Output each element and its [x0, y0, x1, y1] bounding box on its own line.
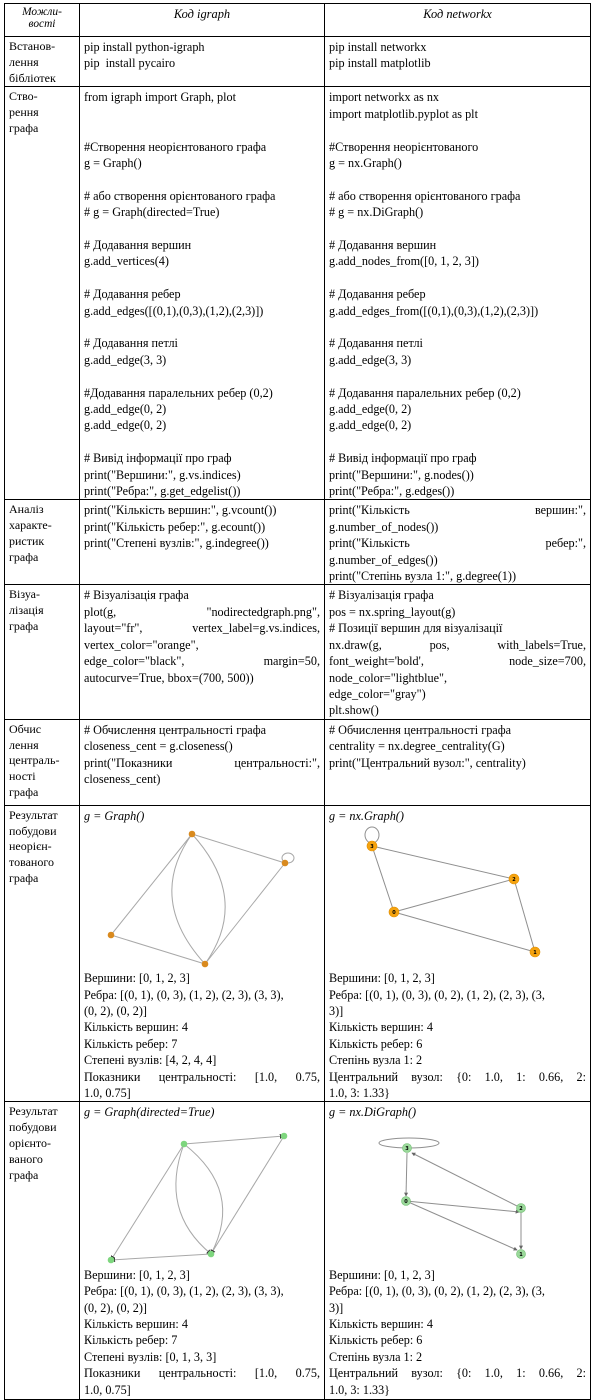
- caption-igraph-undirected: g = Graph(): [84, 808, 145, 823]
- code-line: #Створення неорієнтованого графа: [84, 139, 267, 154]
- feature-visual: Візуа- лізація графа: [5, 585, 80, 719]
- edge: [412, 1153, 521, 1208]
- loop-edge: [365, 827, 379, 843]
- code-line: # Вивід інформації про граф: [84, 451, 232, 466]
- row-analysis: [5, 500, 591, 585]
- code-line: # Додавання ребер: [84, 287, 181, 302]
- row-create: [5, 87, 591, 500]
- code-line: g.add_nodes_from([0, 1, 2, 3]): [329, 254, 479, 269]
- edge: [111, 834, 192, 935]
- vertex: [108, 1256, 115, 1263]
- output-networkx-undirected: Вершини: [0, 1, 2, 3] Ребра: [(0, 1), (0, 3), (0, 2), (1, 2), (2, 3), (3, 3)] Кількість вершин: 4 Кількість ребер: 6 Степінь вузла 1: 2 Центральний вузол: {0: 1.0, 1: 0.66, 2: 1.0, 3: 1.33}: [329, 971, 586, 1100]
- code-line: # Додавання петлі: [329, 336, 423, 351]
- feature-analysis: Аналіз характе- ристик графа: [5, 500, 80, 585]
- feature-install: Встанов- лення бібліотек: [5, 37, 80, 87]
- code-line: [329, 368, 586, 384]
- feature-directed: Результат побудови орієнто- ваного графа: [5, 1102, 80, 1400]
- vertex: [282, 860, 289, 867]
- edge: [111, 1144, 184, 1260]
- code-line: Ребра: [(0, 1), (0, 3), (1, 2), (2, 3), (3, 3),: [84, 1284, 284, 1299]
- code-line: [84, 368, 320, 384]
- code-line: #Створення неорієнтованого: [329, 139, 479, 154]
- vertex: [281, 1132, 288, 1139]
- header-row: [5, 4, 591, 37]
- code-line: # g = nx.DiGraph(): [329, 205, 424, 220]
- result-networkx-directed: [325, 1102, 591, 1400]
- caption-igraph-directed: g = Graph(directed=True): [84, 1105, 215, 1120]
- code-line: print("Степені вузлів:", g.indegree()): [84, 536, 269, 551]
- node-label: 3: [405, 1145, 409, 1152]
- code-line: print("Центральний вузол:", centrality): [329, 755, 526, 770]
- edge: [406, 1153, 407, 1196]
- code-line: Степінь вузла 1: 2: [329, 1053, 423, 1068]
- code-line: from igraph import Graph, plot: [84, 90, 236, 105]
- code-line: print("Кількість ребер:", g.ecount()): [84, 519, 266, 534]
- code-line: #Додавання паралельних ребер (0,2): [84, 385, 273, 400]
- code-line: [329, 171, 586, 187]
- code-line: # Обчислення центральності графа: [329, 722, 512, 737]
- node-label: 0: [404, 1198, 408, 1205]
- edge: [184, 1136, 284, 1144]
- code-igraph-visual: # Візуалізація графа plot(g, "nodirectedgraph.png", layout="fr", vertex_label=g.vs.indices, vertex_color="orange", edge_color="black", margin=50, autocurve=True, bbox=(700, 500)): [80, 585, 325, 719]
- code-line: # або створення орієнтованого графа: [329, 188, 521, 203]
- code-line: g.add_edges_from([(0,1),(0,3),(1,2),(2,3)]): [329, 303, 539, 318]
- code-line: print("Вершини:", g.nodes()): [329, 467, 474, 482]
- row-undirected: [5, 805, 591, 1102]
- code-line: g.add_vertices(4): [84, 254, 169, 269]
- code-line: [329, 270, 586, 286]
- code-line: # Додавання петлі: [84, 336, 178, 351]
- edge: [404, 1198, 517, 1250]
- code-igraph-create: [80, 87, 325, 500]
- code-line: Кількість вершин: 4: [84, 1020, 188, 1035]
- result-networkx-undirected: [325, 805, 591, 1102]
- code-networkx-create: [325, 87, 591, 500]
- code-line: Кількість вершин: 4: [329, 1317, 433, 1331]
- code-line: g = nx.Graph(): [329, 156, 402, 170]
- node-label: 1: [533, 950, 537, 957]
- edge: [184, 1144, 223, 1254]
- igraph-undirected-graph: [84, 824, 320, 970]
- edge: [192, 834, 285, 863]
- code-igraph-analysis: [80, 500, 325, 585]
- code-line: [329, 122, 586, 138]
- edge: [372, 846, 394, 912]
- code-line: pip install networkx: [329, 40, 427, 54]
- node-label: 2: [512, 877, 516, 884]
- code-line: 3)]: [329, 1003, 344, 1018]
- output-igraph-directed: Вершини: [0, 1, 2, 3] Ребра: [(0, 1), (0, 3), (1, 2), (2, 3), (3, 3), (0, 2), (0, 2)] Кількість вершин: 4 Кількість ребер: 7 Степені вузлів: [0, 1, 3, 3] Показники центральності: [1.0, 0.75, 1.0, 0.75]: [84, 1267, 320, 1397]
- code-line: [84, 270, 320, 286]
- code-line: Степінь вузла 1: 2: [329, 1349, 423, 1364]
- code-line: Степені вузлів: [4, 2, 4, 4]: [84, 1053, 217, 1068]
- code-line: import matplotlib.pyplot as plt: [329, 106, 478, 121]
- edge: [514, 879, 535, 952]
- header-igraph: Код igraph: [80, 4, 325, 37]
- code-line: # Вивід інформації про граф: [329, 451, 477, 466]
- code-line: Кількість ребер: 6: [329, 1036, 423, 1051]
- vertex: [189, 831, 196, 838]
- node-label: 3: [370, 844, 374, 851]
- code-line: g.add_edge(0, 2): [329, 402, 412, 417]
- edge: [111, 935, 205, 964]
- caption-networkx-undirected: g = nx.Graph(): [329, 808, 404, 823]
- code-igraph-install: [80, 37, 325, 87]
- code-line: Степені вузлів: [0, 1, 3, 3]: [84, 1349, 217, 1364]
- row-directed: [5, 1102, 591, 1400]
- code-line: Кількість вершин: 4: [329, 1020, 433, 1035]
- code-line: [84, 122, 320, 138]
- code-line: print("Ребра:", g.get_edgelist()): [84, 484, 241, 499]
- code-networkx-centrality: [325, 719, 591, 805]
- code-line: g.add_edge(3, 3): [329, 352, 412, 367]
- row-visual: [5, 585, 591, 719]
- edge: [111, 1254, 211, 1260]
- result-igraph-undirected: [80, 805, 325, 1102]
- code-line: 3)]: [329, 1300, 344, 1315]
- feature-create: Ство- рення графа: [5, 87, 80, 500]
- output-networkx-directed: Вершини: [0, 1, 2, 3] Ребра: [(0, 1), (0, 3), (0, 2), (1, 2), (2, 3), (3, 3)] Кількість вершин: 4 Кількість ребер: 6 Степінь вузла 1: 2 Центральний вузол: {0: 1.0, 1: 0.66, 2: 1.0, 3: 1.33}: [329, 1267, 586, 1397]
- node-label: 2: [519, 1205, 523, 1212]
- code-line: import networkx as nx: [329, 90, 440, 105]
- networkx-directed-graph: [329, 1121, 587, 1267]
- code-line: pip install pycairo: [84, 56, 176, 71]
- code-line: # або створення орієнтованого графа: [84, 188, 276, 203]
- edge: [176, 1144, 211, 1254]
- code-line: [84, 106, 320, 122]
- comparison-table: [4, 3, 591, 1400]
- code-line: Вершини: [0, 1, 2, 3]: [84, 1267, 190, 1282]
- edge: [404, 1198, 519, 1212]
- edge: [372, 846, 514, 879]
- code-line: g.add_edge(3, 3): [84, 352, 167, 367]
- code-line: [329, 221, 586, 237]
- code-line: print("Ребра:", g.edges()): [329, 484, 455, 499]
- code-line: g = Graph(): [84, 155, 142, 170]
- code-line: pip install matplotlib: [329, 56, 431, 71]
- output-igraph-undirected: Вершини: [0, 1, 2, 3] Ребра: [(0, 1), (0, 3), (1, 2), (2, 3), (3, 3), (0, 2), (0, 2)] Кількість вершин: 4 Кількість ребер: 7 Степені вузлів: [4, 2, 4, 4] Показники центральності: [1.0, 0.75, 1.0, 0.75]: [84, 971, 320, 1100]
- code-line: pip install python-igraph: [84, 40, 205, 54]
- code-line: Вершини: [0, 1, 2, 3]: [329, 971, 435, 986]
- code-line: Ребра: [(0, 1), (0, 3), (1, 2), (2, 3), (3, 3),: [84, 987, 284, 1002]
- code-line: # Додавання вершин: [329, 238, 437, 252]
- edge: [205, 863, 285, 964]
- code-line: Вершини: [0, 1, 2, 3]: [84, 971, 190, 986]
- node-label: 1: [519, 1251, 523, 1258]
- vertex: [208, 1250, 215, 1257]
- header-networkx: Код networkx: [325, 4, 591, 37]
- row-centrality: [5, 719, 591, 805]
- edge: [394, 879, 514, 912]
- code-line: [84, 221, 320, 237]
- feature-undirected: Результат побудови неорієн- тованого графа: [5, 805, 80, 1102]
- code-networkx-analysis: print("Кількість вершин:", g.number_of_nodes()) print("Кількість ребер:", g.number_of_edges()) print("Степінь вузла 1:", g.degree(1)): [325, 500, 591, 585]
- edge: [394, 912, 535, 952]
- code-line: Ребра: [(0, 1), (0, 3), (0, 2), (1, 2), (2, 3), (3,: [329, 987, 545, 1002]
- code-line: # Додавання паралельних ребер (0,2): [329, 385, 521, 400]
- code-line: print("Вершини:", g.vs.indices): [84, 467, 241, 482]
- code-line: [84, 319, 320, 335]
- code-line: [329, 319, 586, 335]
- code-line: # Додавання ребер: [329, 287, 426, 302]
- code-line: [329, 434, 586, 450]
- code-line: [84, 434, 320, 450]
- code-line: Кількість ребер: 6: [329, 1333, 423, 1348]
- row-install: [5, 37, 591, 87]
- code-line: (0, 2), (0, 2)]: [84, 1003, 147, 1018]
- vertex: [202, 961, 209, 968]
- edge: [211, 1136, 284, 1254]
- code-igraph-centrality: # Обчислення центральності графа closeness_cent = g.closeness() print("Показники центральності:", closeness_cent): [80, 719, 325, 805]
- code-line: Кількість ребер: 7: [84, 1036, 178, 1051]
- code-line: print("Кількість вершин:", g.vcount()): [84, 503, 277, 518]
- code-networkx-visual: # Візуалізація графа pos = nx.spring_layout(g) # Позиції вершин для візуалізації nx.draw(g, pos, with_labels=True, font_weight='bold', node_size=700, node_color="lightblue", edge_color="gray") plt.show(): [325, 585, 591, 719]
- code-line: Кількість ребер: 7: [84, 1333, 178, 1348]
- result-igraph-directed: [80, 1102, 325, 1400]
- caption-networkx-directed: g = nx.DiGraph(): [329, 1105, 417, 1120]
- header-features: Можли- вості: [5, 4, 80, 37]
- code-line: Кількість вершин: 4: [84, 1317, 188, 1331]
- node-label: 0: [392, 910, 396, 917]
- code-line: g.add_edge(0, 2): [329, 418, 412, 433]
- code-line: g.add_edges([(0,1),(0,3),(1,2),(2,3)]): [84, 303, 264, 318]
- code-line: [84, 171, 320, 187]
- code-line: g.add_edge(0, 2): [84, 402, 167, 416]
- vertex: [108, 932, 115, 939]
- igraph-directed-graph: [84, 1121, 320, 1267]
- code-line: Ребра: [(0, 1), (0, 3), (0, 2), (1, 2), (2, 3), (3,: [329, 1284, 545, 1299]
- code-line: Вершини: [0, 1, 2, 3]: [329, 1267, 435, 1282]
- code-line: (0, 2), (0, 2)]: [84, 1300, 147, 1315]
- code-line: centrality = nx.degree_centrality(G): [329, 739, 505, 754]
- code-line: # Додавання вершин: [84, 237, 192, 252]
- code-networkx-install: [325, 37, 591, 87]
- networkx-undirected-graph: [329, 824, 587, 970]
- code-line: # g = Graph(directed=True): [84, 205, 220, 220]
- vertex: [181, 1140, 188, 1147]
- code-line: g.add_edge(0, 2): [84, 418, 167, 433]
- feature-centrality: Обчис лення централь- ності графа: [5, 719, 80, 805]
